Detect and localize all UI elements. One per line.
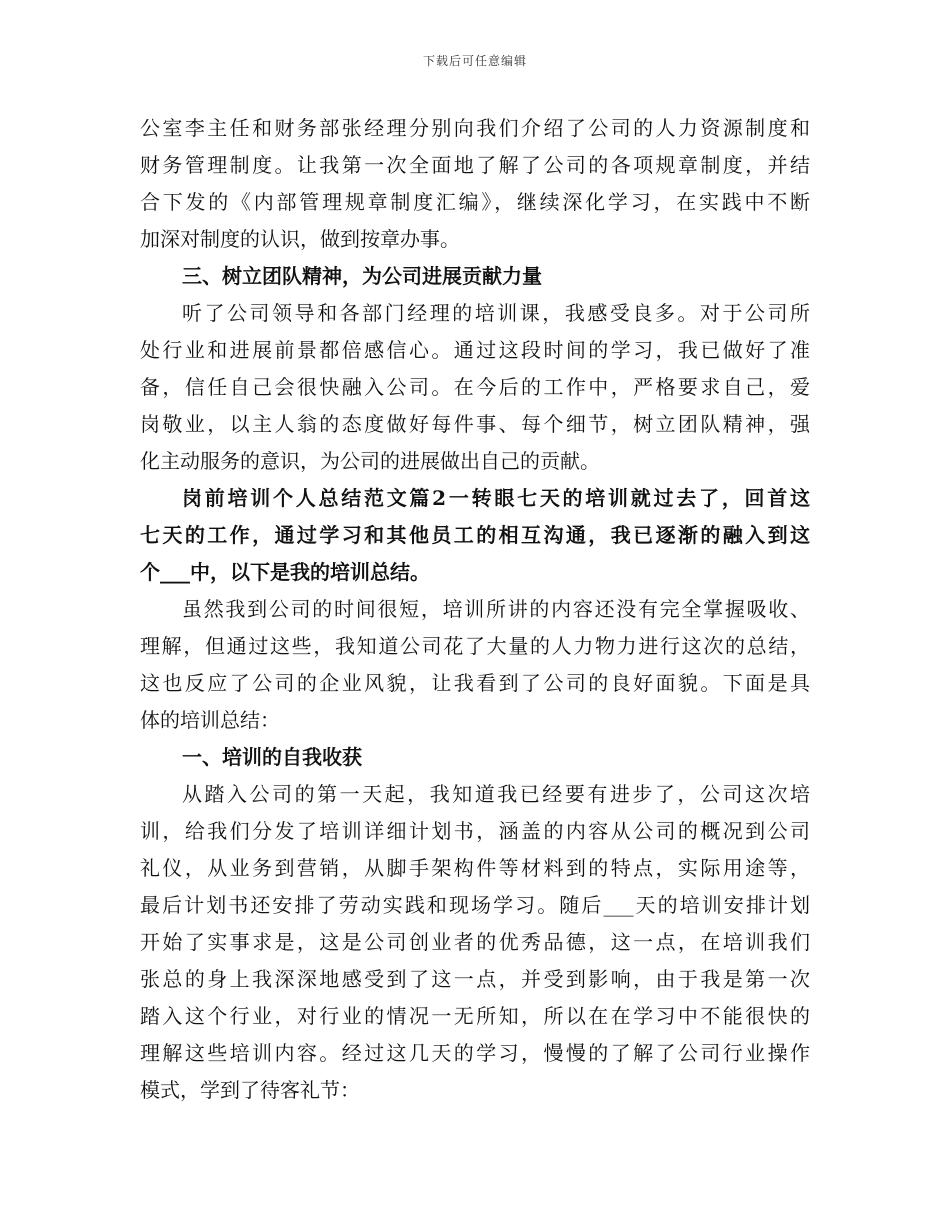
text-line: 合下发的《内部管理规章制度汇编》，继续深化学习，在实践中不断 <box>140 190 810 214</box>
text-line: 理解，但通过这些，我知道公司花了大量的人力物力进行这次的总结， <box>140 634 810 658</box>
text-line: 最后计划书还安排了劳动实践和现场学习。随后___天的培训安排计划 <box>140 893 810 917</box>
text-line: 三、树立团队精神，为公司进展贡献力量 <box>182 264 542 288</box>
text-line: 张总的身上我深深地感受到了这一点，并受到影响，由于我是第一次 <box>140 967 810 991</box>
text-line: 听了公司领导和各部门经理的培训课，我感受良多。对于公司所 <box>182 301 810 325</box>
text-line: 岗前培训个人总结范文篇2一转眼七天的培训就过去了，回首这 <box>182 486 810 510</box>
text-line: 开始了实事求是，这是公司创业者的优秀品德，这一点，在培训我们 <box>140 930 810 954</box>
text-line: 这也反应了公司的企业风貌，让我看到了公司的良好面貌。下面是具 <box>140 671 810 695</box>
text-line: 个___中，以下是我的培训总结。 <box>140 560 430 584</box>
text-line: 训，给我们分发了培训详细计划书，涵盖的内容从公司的概况到公司 <box>140 819 810 843</box>
document-body <box>140 110 810 1109</box>
page-header-note: 下载后可任意编辑 <box>422 54 527 68</box>
text-line: 财务管理制度。让我第一次全面地了解了公司的各项规章制度，并结 <box>140 153 810 177</box>
text-line: 处行业和进展前景都倍感信心。通过这段时间的学习，我已做好了准 <box>140 338 810 362</box>
text-line: 岗敬业，以主人翁的态度做好每件事、每个细节，树立团队精神，强 <box>140 412 810 436</box>
text-line: 虽然我到公司的时间很短，培训所讲的内容还没有完全掌握吸收、 <box>182 597 810 621</box>
text-line: 踏入这个行业，对行业的情况一无所知，所以在在学习中不能很快的 <box>140 1004 810 1028</box>
text-line: 模式，学到了待客礼节： <box>140 1078 360 1102</box>
text-line: 理解这些培训内容。经过这几天的学习，慢慢的了解了公司行业操作 <box>140 1041 810 1065</box>
text-line: 化主动服务的意识，为公司的进展做出自己的贡献。 <box>140 449 600 473</box>
text-line: 加深对制度的认识，做到按章办事。 <box>140 227 460 251</box>
text-line: 公室李主任和财务部张经理分别向我们介绍了公司的人力资源制度和 <box>140 116 810 140</box>
text-line: 一、培训的自我收获 <box>182 745 362 769</box>
text-line: 七天的工作，通过学习和其他员工的相互沟通，我已逐渐的融入到这 <box>140 523 810 547</box>
text-line: 备，信任自己会很快融入公司。在今后的工作中，严格要求自己，爱 <box>140 375 810 399</box>
text-line: 体的培训总结： <box>140 708 280 732</box>
text-line: 礼仪，从业务到营销，从脚手架构件等材料到的特点，实际用途等， <box>140 856 810 880</box>
text-line: 从踏入公司的第一天起，我知道我已经要有进步了，公司这次培 <box>182 782 810 806</box>
